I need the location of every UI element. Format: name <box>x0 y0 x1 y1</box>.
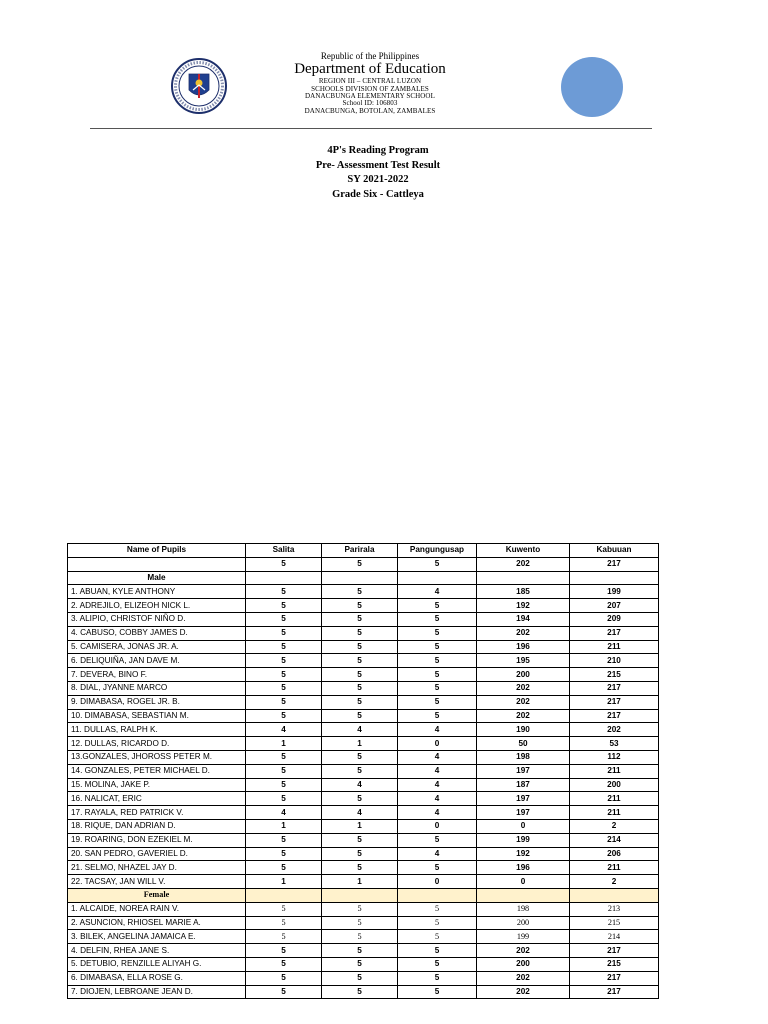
kabuuan-cell: 112 <box>570 750 659 764</box>
kabuuan-cell: 217 <box>570 985 659 999</box>
male-section-label: Male <box>68 571 246 585</box>
kabuuan-cell: 207 <box>570 599 659 613</box>
pangungusap-cell: 4 <box>398 792 477 806</box>
salita-cell: 5 <box>246 668 322 682</box>
parirala-cell: 5 <box>322 640 398 654</box>
parirala-cell: 5 <box>322 599 398 613</box>
pangungusap-cell: 5 <box>398 833 477 847</box>
pangungusap-cell: 5 <box>398 944 477 958</box>
table-row <box>68 640 659 654</box>
deped-seal-icon <box>170 57 228 115</box>
salita-cell: 5 <box>246 916 322 930</box>
pupil-name-cell: 9. DIMABASA, ROGEL JR. B. <box>68 695 246 709</box>
pupil-name-cell: 3. BILEK, ANGELINA JAMAICA E. <box>68 930 246 944</box>
pangungusap-cell: 4 <box>398 750 477 764</box>
kabuuan-cell: 214 <box>570 833 659 847</box>
header-kuwento: Kuwento <box>477 544 570 558</box>
parirala-cell: 4 <box>322 723 398 737</box>
parirala-cell: 5 <box>322 833 398 847</box>
table-row <box>68 709 659 723</box>
table-row <box>68 626 659 640</box>
pangungusap-cell: 5 <box>398 957 477 971</box>
table-row <box>68 833 659 847</box>
kabuuan-cell: 209 <box>570 612 659 626</box>
pangungusap-cell: 5 <box>398 626 477 640</box>
kuwento-cell: 200 <box>477 957 570 971</box>
pangungusap-cell: 5 <box>398 985 477 999</box>
kabuuan-cell: 217 <box>570 971 659 985</box>
pupil-name-cell: 11. DULLAS, RALPH K. <box>68 723 246 737</box>
kuwento-cell: 195 <box>477 654 570 668</box>
kabuuan-cell: 217 <box>570 709 659 723</box>
salita-cell: 5 <box>246 681 322 695</box>
blue-circle-logo <box>561 57 623 117</box>
empty-cell <box>477 571 570 585</box>
kabuuan-cell: 211 <box>570 861 659 875</box>
kabuuan-cell: 217 <box>570 695 659 709</box>
pupil-name-cell: 8. DIAL, JYANNE MARCO <box>68 681 246 695</box>
kabuuan-cell: 2 <box>570 819 659 833</box>
kuwento-cell: 197 <box>477 792 570 806</box>
kuwento-cell: 199 <box>477 833 570 847</box>
table-row <box>68 764 659 778</box>
pangungusap-cell: 5 <box>398 916 477 930</box>
salita-cell: 1 <box>246 875 322 889</box>
kabuuan-cell: 215 <box>570 957 659 971</box>
kabuuan-cell: 211 <box>570 640 659 654</box>
parirala-cell: 1 <box>322 737 398 751</box>
salita-cell: 5 <box>246 957 322 971</box>
kuwento-cell: 50 <box>477 737 570 751</box>
table-row <box>68 723 659 737</box>
salita-cell: 1 <box>246 819 322 833</box>
kuwento-cell: 185 <box>477 585 570 599</box>
pupil-name-cell: 12. DULLAS, RICARDO D. <box>68 737 246 751</box>
kuwento-cell: 0 <box>477 819 570 833</box>
pangungusap-cell: 4 <box>398 806 477 820</box>
school-line: DANACBUNGA ELEMENTARY SCHOOL <box>305 91 435 100</box>
pupil-name-cell: 3. ALIPIO, CHRISTOF NIÑO D. <box>68 612 246 626</box>
parirala-cell: 5 <box>322 902 398 916</box>
empty-cell <box>398 571 477 585</box>
program-title-block <box>240 144 516 202</box>
salita-cell: 5 <box>246 612 322 626</box>
kuwento-cell: 196 <box>477 861 570 875</box>
kuwento-cell: 198 <box>477 902 570 916</box>
table-row <box>68 750 659 764</box>
pupil-name-cell: 20. SAN PEDRO, GAVERIEL D. <box>68 847 246 861</box>
female-section-label: Female <box>68 888 246 902</box>
department-title: Department of Education <box>294 61 446 78</box>
kuwento-cell: 200 <box>477 668 570 682</box>
letterhead <box>240 52 500 115</box>
parirala-cell: 5 <box>322 585 398 599</box>
pupil-name-cell: 2. ASUNCION, RHIOSEL MARIE A. <box>68 916 246 930</box>
parirala-cell: 5 <box>322 626 398 640</box>
pupil-name-cell: 18. RIQUE, DAN ADRIAN D. <box>68 819 246 833</box>
parirala-cell: 5 <box>322 792 398 806</box>
salita-cell: 5 <box>246 750 322 764</box>
table-row <box>68 737 659 751</box>
salita-cell: 5 <box>246 971 322 985</box>
pangungusap-cell: 5 <box>398 695 477 709</box>
salita-cell: 5 <box>246 944 322 958</box>
pupil-name-cell: 10. DIMABASA, SEBASTIAN M. <box>68 709 246 723</box>
header-pangungusap: Pangungusap <box>398 544 477 558</box>
kuwento-cell: 202 <box>477 944 570 958</box>
parirala-cell: 5 <box>322 944 398 958</box>
pupil-name-cell: 1. ALCAIDE, NOREA RAIN V. <box>68 902 246 916</box>
parirala-cell: 1 <box>322 875 398 889</box>
pupil-name-cell: 2. ADREJILO, ELIZEOH NICK L. <box>68 599 246 613</box>
salita-cell: 5 <box>246 985 322 999</box>
male-section-row <box>68 571 659 585</box>
table-row <box>68 847 659 861</box>
division-line: SCHOOLS DIVISION OF ZAMBALES <box>311 84 429 93</box>
kuwento-cell: 202 <box>477 626 570 640</box>
table-row <box>68 957 659 971</box>
table-row <box>68 944 659 958</box>
pangungusap-cell: 5 <box>398 654 477 668</box>
table-row <box>68 819 659 833</box>
pupil-name-cell: 15. MOLINA, JAKE P. <box>68 778 246 792</box>
salita-cell: 5 <box>246 833 322 847</box>
salita-cell: 5 <box>246 695 322 709</box>
pupil-name-cell: 21. SELMO, NHAZEL JAY D. <box>68 861 246 875</box>
max-score-cell: 202 <box>477 557 570 571</box>
table-row <box>68 778 659 792</box>
pupil-name-cell: 5. DETUBIO, RENZILLE ALIYAH G. <box>68 957 246 971</box>
table-row <box>68 916 659 930</box>
parirala-cell: 5 <box>322 847 398 861</box>
kuwento-cell: 200 <box>477 916 570 930</box>
empty-cell <box>322 888 398 902</box>
kuwento-cell: 187 <box>477 778 570 792</box>
female-section-row <box>68 888 659 902</box>
kuwento-cell: 192 <box>477 847 570 861</box>
pangungusap-cell: 5 <box>398 668 477 682</box>
kabuuan-cell: 217 <box>570 944 659 958</box>
table-header-row <box>68 544 659 558</box>
republic-line: Republic of the Philippines <box>320 51 420 61</box>
pupil-name-cell: 4. DELFIN, RHEA JANE S. <box>68 944 246 958</box>
parirala-cell: 5 <box>322 695 398 709</box>
kabuuan-cell: 2 <box>570 875 659 889</box>
pangungusap-cell: 5 <box>398 599 477 613</box>
pupil-name-cell: 17. RAYALA, RED PATRICK V. <box>68 806 246 820</box>
table-row <box>68 695 659 709</box>
kabuuan-cell: 210 <box>570 654 659 668</box>
pupil-name-cell: 22. TACSAY, JAN WILL V. <box>68 875 246 889</box>
pangungusap-cell: 5 <box>398 971 477 985</box>
kuwento-cell: 202 <box>477 681 570 695</box>
parirala-cell: 5 <box>322 750 398 764</box>
table-row <box>68 806 659 820</box>
pangungusap-cell: 5 <box>398 930 477 944</box>
kabuuan-cell: 206 <box>570 847 659 861</box>
max-score-row <box>68 557 659 571</box>
parirala-cell: 1 <box>322 819 398 833</box>
kuwento-cell: 198 <box>477 750 570 764</box>
parirala-cell: 5 <box>322 985 398 999</box>
pupil-name-cell: 6. DELIQUIÑA, JAN DAVE M. <box>68 654 246 668</box>
pangungusap-cell: 5 <box>398 709 477 723</box>
kabuuan-cell: 199 <box>570 585 659 599</box>
salita-cell: 5 <box>246 861 322 875</box>
empty-cell <box>570 888 659 902</box>
kabuuan-cell: 211 <box>570 792 659 806</box>
max-score-cell: 217 <box>570 557 659 571</box>
header-kabuuan: Kabuuan <box>570 544 659 558</box>
table-row <box>68 930 659 944</box>
table-row <box>68 654 659 668</box>
salita-cell: 5 <box>246 626 322 640</box>
parirala-cell: 5 <box>322 709 398 723</box>
pupil-name-cell: 1. ABUAN, KYLE ANTHONY <box>68 585 246 599</box>
table-row <box>68 612 659 626</box>
salita-cell: 5 <box>246 930 322 944</box>
empty-cell <box>246 571 322 585</box>
pupil-name-cell: 14. GONZALES, PETER MICHAEL D. <box>68 764 246 778</box>
kabuuan-cell: 211 <box>570 806 659 820</box>
empty-cell <box>322 571 398 585</box>
kabuuan-cell: 214 <box>570 930 659 944</box>
kabuuan-cell: 211 <box>570 764 659 778</box>
max-score-cell: 5 <box>246 557 322 571</box>
parirala-cell: 5 <box>322 930 398 944</box>
salita-cell: 5 <box>246 764 322 778</box>
salita-cell: 1 <box>246 737 322 751</box>
header-name: Name of Pupils <box>68 544 246 558</box>
pangungusap-cell: 0 <box>398 819 477 833</box>
kuwento-cell: 190 <box>477 723 570 737</box>
kabuuan-cell: 213 <box>570 902 659 916</box>
kuwento-cell: 202 <box>477 971 570 985</box>
table-row <box>68 971 659 985</box>
pupil-name-cell: 4. CABUSO, COBBY JAMES D. <box>68 626 246 640</box>
kuwento-cell: 197 <box>477 806 570 820</box>
salita-cell: 5 <box>246 792 322 806</box>
pupil-name-cell: 16. NALICAT, ERIC <box>68 792 246 806</box>
kuwento-cell: 199 <box>477 930 570 944</box>
parirala-cell: 5 <box>322 764 398 778</box>
kuwento-cell: 192 <box>477 599 570 613</box>
pupil-name-cell: 5. CAMISERA, JONAS JR. A. <box>68 640 246 654</box>
table-row <box>68 681 659 695</box>
salita-cell: 5 <box>246 709 322 723</box>
empty-cell <box>477 888 570 902</box>
scores-table <box>67 543 659 999</box>
salita-cell: 4 <box>246 723 322 737</box>
pangungusap-cell: 5 <box>398 681 477 695</box>
parirala-cell: 5 <box>322 861 398 875</box>
table-row <box>68 668 659 682</box>
pangungusap-cell: 4 <box>398 585 477 599</box>
parirala-cell: 4 <box>322 778 398 792</box>
program-name: 4P's Reading Program <box>327 145 429 156</box>
table-row <box>68 792 659 806</box>
assessment-title: Pre- Assessment Test Result <box>315 159 441 171</box>
parirala-cell: 5 <box>322 654 398 668</box>
pangungusap-cell: 5 <box>398 612 477 626</box>
kuwento-cell: 202 <box>477 985 570 999</box>
parirala-cell: 5 <box>322 971 398 985</box>
salita-cell: 5 <box>246 640 322 654</box>
header-parirala: Parirala <box>322 544 398 558</box>
pangungusap-cell: 4 <box>398 847 477 861</box>
kuwento-cell: 197 <box>477 764 570 778</box>
grade-section: Grade Six - Cattleya <box>332 188 424 200</box>
pangungusap-cell: 5 <box>398 861 477 875</box>
max-score-cell: 5 <box>322 557 398 571</box>
parirala-cell: 5 <box>322 957 398 971</box>
pupil-name-cell: 19. ROARING, DON EZEKIEL M. <box>68 833 246 847</box>
pangungusap-cell: 4 <box>398 723 477 737</box>
table-row <box>68 875 659 889</box>
max-score-cell: 5 <box>398 557 477 571</box>
salita-cell: 5 <box>246 902 322 916</box>
pangungusap-cell: 4 <box>398 778 477 792</box>
header-divider <box>90 128 652 129</box>
pangungusap-cell: 0 <box>398 875 477 889</box>
kabuuan-cell: 217 <box>570 626 659 640</box>
kuwento-cell: 202 <box>477 709 570 723</box>
salita-cell: 4 <box>246 806 322 820</box>
salita-cell: 5 <box>246 847 322 861</box>
empty-cell <box>398 888 477 902</box>
address-line: DANACBUNGA, BOTOLAN, ZAMBALES <box>304 106 436 115</box>
table-row <box>68 599 659 613</box>
empty-cell <box>570 571 659 585</box>
school-year: SY 2021-2022 <box>347 174 409 185</box>
school-id-line: School ID: 106803 <box>342 99 398 108</box>
parirala-cell: 5 <box>322 612 398 626</box>
parirala-cell: 5 <box>322 681 398 695</box>
kuwento-cell: 194 <box>477 612 570 626</box>
kabuuan-cell: 215 <box>570 916 659 930</box>
table-row <box>68 585 659 599</box>
kabuuan-cell: 202 <box>570 723 659 737</box>
kabuuan-cell: 200 <box>570 778 659 792</box>
salita-cell: 5 <box>246 585 322 599</box>
empty-cell <box>246 888 322 902</box>
pupil-name-cell: 13.GONZALES, JHOROSS PETER M. <box>68 750 246 764</box>
table-row <box>68 902 659 916</box>
parirala-cell: 5 <box>322 916 398 930</box>
max-score-cell <box>68 557 246 571</box>
parirala-cell: 4 <box>322 806 398 820</box>
kuwento-cell: 0 <box>477 875 570 889</box>
pupil-name-cell: 7. DEVERA, BINO F. <box>68 668 246 682</box>
salita-cell: 5 <box>246 599 322 613</box>
pangungusap-cell: 0 <box>398 737 477 751</box>
table-row <box>68 861 659 875</box>
pangungusap-cell: 5 <box>398 640 477 654</box>
parirala-cell: 5 <box>322 668 398 682</box>
pupil-name-cell: 7. DIOJEN, LEBROANE JEAN D. <box>68 985 246 999</box>
kuwento-cell: 202 <box>477 695 570 709</box>
kuwento-cell: 196 <box>477 640 570 654</box>
kabuuan-cell: 215 <box>570 668 659 682</box>
region-line: REGION III – CENTRAL LUZON <box>318 77 422 86</box>
salita-cell: 5 <box>246 778 322 792</box>
table-row <box>68 985 659 999</box>
salita-cell: 5 <box>246 654 322 668</box>
pangungusap-cell: 5 <box>398 902 477 916</box>
header-salita: Salita <box>246 544 322 558</box>
kabuuan-cell: 53 <box>570 737 659 751</box>
pangungusap-cell: 4 <box>398 764 477 778</box>
kabuuan-cell: 217 <box>570 681 659 695</box>
pupil-name-cell: 6. DIMABASA, ELLA ROSE G. <box>68 971 246 985</box>
